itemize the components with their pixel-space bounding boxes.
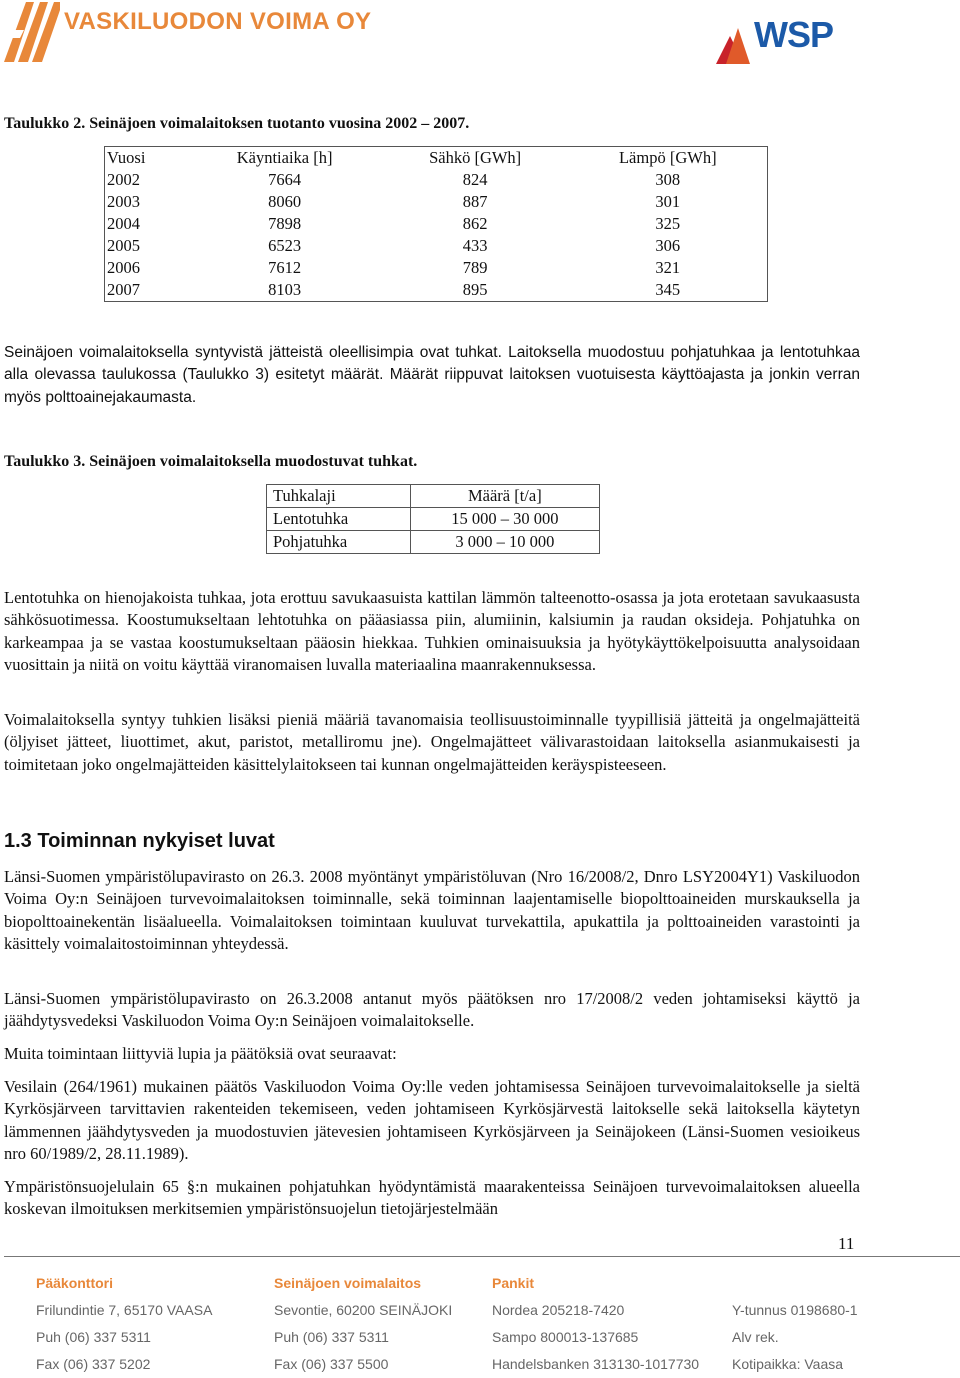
footer-heading	[732, 1270, 858, 1297]
table-cell: 7612	[268, 258, 302, 277]
footer-line: Kotipaikka: Vaasa	[732, 1356, 844, 1372]
column-header: Käyntiaika [h]	[188, 147, 382, 170]
footer-banks	[492, 1270, 699, 1378]
table-row	[105, 279, 768, 302]
company-name: VASKILUODON VOIMA OY	[64, 8, 372, 35]
ash-table	[266, 484, 600, 554]
table-cell: 301	[569, 191, 768, 213]
table-header-row	[105, 147, 768, 170]
paragraph-other-permits: Muita toimintaan liittyviä lupia ja päätöksiä ovat seuraavat:	[4, 1044, 397, 1063]
footer-head-office	[36, 1270, 212, 1378]
footer-line: Alv rek.	[732, 1329, 779, 1345]
table-cell: 308	[569, 169, 768, 191]
table-header-row	[267, 485, 600, 508]
column-header: Sähkö [GWh]	[382, 147, 569, 170]
table-cell: 7664	[268, 170, 302, 189]
table-cell: 895	[382, 279, 569, 302]
table-cell: 8103	[188, 279, 382, 302]
table-cell: 433	[462, 236, 488, 255]
footer-line: Fax (06) 337 5500	[274, 1356, 389, 1372]
table-cell: 8060	[268, 192, 302, 211]
table-cell: 325	[569, 213, 768, 235]
table-cell: 789	[462, 258, 488, 277]
table2-caption: Taulukko 2. Seinäjoen voimalaitoksen tuotanto vuosina 2002 – 2007.	[4, 115, 470, 132]
table-row	[105, 169, 768, 191]
footer-line: Puh (06) 337 5311	[274, 1329, 389, 1345]
column-header: Tuhkalaji	[267, 485, 411, 508]
table-cell: 2005	[105, 235, 188, 257]
table-row	[267, 531, 600, 554]
paragraph-permit: Länsi-Suomen ympäristölupavirasto on 26.3. 2008 myöntänyt ympäristöluvan (Nro 16/2008/2, Dnro LSY2004Y1) Vaskiluodon Voima Oy:n Seinäjoen turvevoimalaitoksen toiminnalle, sekä toiminnan laajentamiselle biopolttoaineiden murskauksella ja biopolttoainekentän lisäalueella. Voimalaitoksen toimintaan kuuluvat turvekattila, apukattila ja polttoaineiden varastointi ja käsittely voimalaitostoiminnan yhteydessä.	[4, 867, 860, 953]
footer-heading: Pankit	[492, 1275, 535, 1291]
paragraph-fly-ash: Lentotuhka on hienojakoista tuhkaa, jota erottuu savukaasuista kattilan lämmön talteenotto-osassa ja jota erotetaan savukaasusta sähkösuotimessa. Koostumukseltaan lehtotuhka on pääasiassa piin, alumiinin, kalsiumin ja raudan oksideja. Pohjatuhka on karkeampaa ja se vastaa koostumukseltaan pääosin hiekkaa. Tuhkien ominaisuuksia ja hyötykäyttökelpoisuutta analysoidaan vuosittain ja niitä on voitu käyttää viranomaisen luvalla materiaalina maanrakennuksessa.	[4, 588, 860, 674]
paragraph-water-act: Vesilain (264/1961) mukainen päätös Vaskiluodon Voima Oy:lle veden johtamisessa Seinäjoen turvevoimalaitokselle ja sieltä Kyrkösjärveen tarvittavien rakenteiden tekemiseen, veden johtamiseen Kyrkösjärvestä laitokselle sekä laitoksella käytetyn lämmennen jäähdytysveden ja muodostuvien jätevesien johtamiseen Kyrkösjärveen ja Seinäjokeen (Länsi-Suomen vesioikeus nro 60/1989/2, 28.11.1989).	[4, 1077, 860, 1163]
table-cell: 2003	[105, 191, 188, 213]
paragraph-env-act: Ympäristönsuojelulain 65 §:n mukainen pohjatuhkan hyödyntämistä maarakenteissa Seinäjoen turvevoimalaitoksen alueella koskevan ilmoituksen merkitsemien ympäristönsuojelun tietojärjestelmään	[4, 1177, 860, 1219]
footer-power-plant	[274, 1270, 452, 1378]
table-cell: 321	[569, 257, 768, 279]
table-row	[105, 235, 768, 257]
table-cell: 887	[462, 192, 488, 211]
production-table	[104, 146, 768, 302]
page-number: 11	[838, 1234, 855, 1253]
paragraph-waste: Voimalaitoksella syntyy tuhkien lisäksi pieniä määriä tavanomaisia teollisuustoiminnalle tyypillisiä jätteitä ja ongelmajätteitä (öljyiset jätteet, liuottimet, akut, paristot, metalliromu jne). Ongelmajätteet välivarastoidaan laitoksella asianmukaisesti ja toimitetaan joko ongelmajätteiden käsittelylaitokseen tai kunnan ongelmajätteiden keräyspisteeseen.	[4, 710, 860, 774]
table-row	[105, 213, 768, 235]
footer-line: Nordea 205218-7420	[492, 1302, 625, 1318]
footer-line: Y-tunnus 0198680-1	[732, 1302, 858, 1318]
footer-line: Sevontie, 60200 SEINÄJOKI	[274, 1302, 453, 1318]
table3-caption: Taulukko 3. Seinäjoen voimalaitoksella muodostuvat tuhkat.	[4, 453, 418, 470]
page-header	[0, 0, 960, 72]
footer-line: Handelsbanken 313130-1017730	[492, 1356, 700, 1372]
table-cell: 2002	[105, 169, 188, 191]
table-cell: 862	[462, 214, 488, 233]
footer-heading: Seinäjoen voimalaitos	[274, 1275, 422, 1291]
table-row	[105, 191, 768, 213]
table-cell: Pohjatuhka	[267, 531, 411, 554]
footer-line: Puh (06) 337 5311	[36, 1329, 151, 1345]
table-cell: 7898	[268, 214, 302, 233]
footer-line: Frilundintie 7, 65170 VAASA	[36, 1302, 213, 1318]
footer-divider	[4, 1256, 960, 1257]
table-cell: 824	[462, 170, 488, 189]
table-cell: 2004	[105, 213, 188, 235]
column-header: Määrä [t/a]	[410, 485, 599, 508]
footer-company-ids	[732, 1270, 858, 1378]
footer-line: Fax (06) 337 5202	[36, 1356, 151, 1372]
table-cell: 6523	[268, 236, 302, 255]
table-cell: 2007	[105, 279, 188, 302]
paragraph-ash-intro: Seinäjoen voimalaitoksella syntyvistä jätteistä oleellisimpia ovat tuhkat. Laitoksella muodostuu pohjatuhkaa ja lentotuhkaa alla olevassa taulukossa (Taulukko 3) esitetyt määrät. Määrät riippuvat laitoksen vuotuisesta käyttöajasta ja jonkin verran myös polttoainejakaumasta.	[4, 344, 860, 406]
section-title: 1.3 Toiminnan nykyiset luvat	[4, 830, 275, 852]
page-footer	[0, 1270, 960, 1374]
column-header: Lämpö [GWh]	[569, 147, 768, 170]
column-header: Vuosi	[105, 147, 188, 170]
table-cell: Lentotuhka	[267, 508, 411, 531]
table-row	[105, 257, 768, 279]
table-cell: 306	[569, 235, 768, 257]
footer-line: Sampo 800013-137685	[492, 1329, 639, 1345]
table-cell: 3 000 – 10 000	[410, 531, 599, 554]
vaskiluodon-logo-icon	[4, 2, 60, 62]
table-row	[267, 508, 600, 531]
table-cell: 2006	[105, 257, 188, 279]
wsp-logo-text: WSP	[754, 14, 834, 55]
table-cell: 15 000 – 30 000	[410, 508, 599, 531]
footer-heading: Pääkonttori	[36, 1275, 114, 1291]
table-cell: 345	[569, 279, 768, 302]
paragraph-water-decision: Länsi-Suomen ympäristölupavirasto on 26.3.2008 antanut myös päätöksen nro 17/2008/2 veden johtamiseksi käyttö ja jäähdytysvedeksi Vaskiluodon Voima Oy:n Seinäjoen voimalaitokselle.	[4, 989, 860, 1031]
